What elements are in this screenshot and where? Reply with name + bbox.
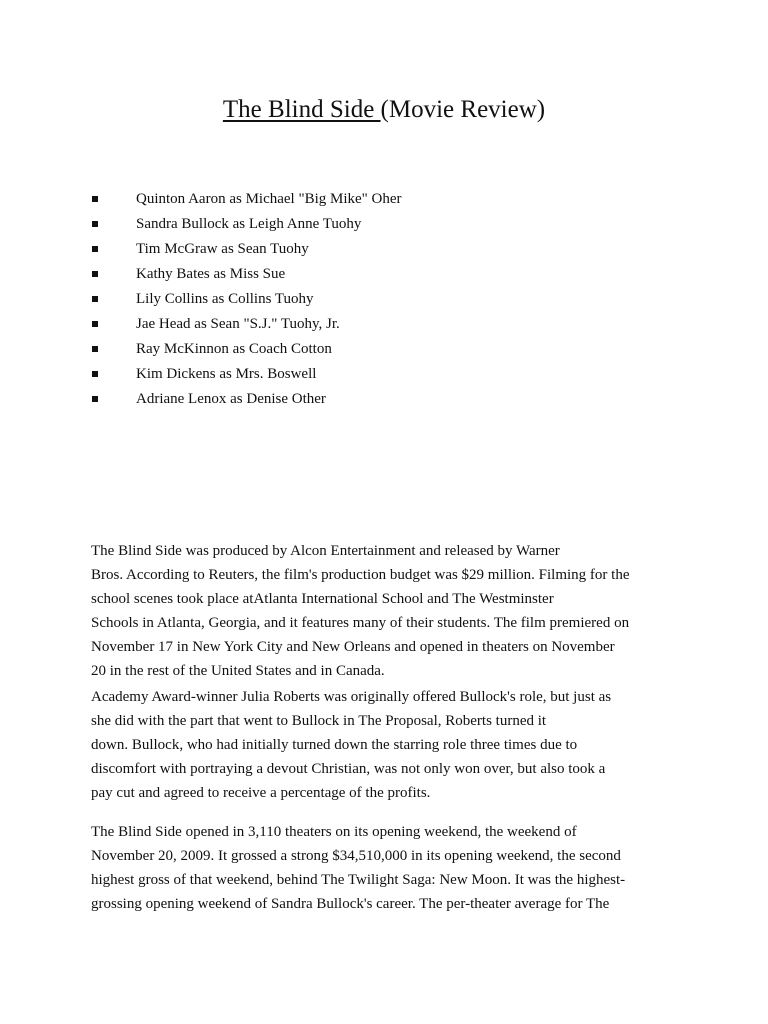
text-line: 20 in the rest of the United States and in Canada. (91, 663, 385, 679)
text-line: The Blind Side was produced by Alcon Entertainment and released by Warner (91, 543, 560, 559)
square-bullet-icon (92, 196, 98, 202)
cast-member: Lily Collins as Collins Tuohy (136, 291, 314, 307)
square-bullet-icon (92, 396, 98, 402)
text-line: pay cut and agreed to receive a percentage of the profits. (91, 785, 431, 801)
square-bullet-icon (92, 246, 98, 252)
title-main: The Blind Side (222, 96, 381, 123)
text-line: Academy Award-winner Julia Roberts was originally offered Bullock's role, but just as (91, 689, 612, 705)
cast-member: Adriane Lenox as Denise Other (136, 391, 326, 407)
text-line: November 17 in New York City and New Orleans and opened in theaters on November (91, 639, 615, 655)
text-line: discomfort with portraying a devout Christian, was not only won over, but also took a (91, 761, 606, 777)
text-line: The Blind Side opened in 3,110 theaters on its opening weekend, the weekend of (91, 824, 577, 840)
paragraph-casting (91, 685, 691, 805)
square-bullet-icon (92, 346, 98, 352)
square-bullet-icon (92, 296, 98, 302)
text-line: grossing opening weekend of Sandra Bullock's career. The per-theater average for The (91, 896, 610, 912)
cast-member: Tim McGraw as Sean Tuohy (136, 241, 309, 257)
paragraph-box-office (91, 820, 691, 916)
square-bullet-icon (92, 371, 98, 377)
cast-member: Kim Dickens as Mrs. Boswell (136, 366, 317, 382)
square-bullet-icon (92, 271, 98, 277)
text-line: Schools in Atlanta, Georgia, and it features many of their students. The film premiered on (91, 615, 630, 631)
cast-member: Ray McKinnon as Coach Cotton (136, 341, 332, 357)
text-line: Bros. According to Reuters, the film's production budget was $29 million. Filming for the (91, 567, 630, 583)
cast-member: Kathy Bates as Miss Sue (136, 266, 286, 282)
page-title (0, 94, 768, 126)
text-line: school scenes took place atAtlanta International School and The Westminster (91, 591, 554, 607)
text-line: highest gross of that weekend, behind The Twilight Saga: New Moon. It was the highest- (91, 872, 626, 888)
cast-member: Jae Head as Sean "S.J." Tuohy, Jr. (136, 316, 340, 332)
title-sub: (Movie Review) (380, 96, 546, 123)
square-bullet-icon (92, 221, 98, 227)
square-bullet-icon (92, 321, 98, 327)
cast-member: Quinton Aaron as Michael "Big Mike" Oher (136, 191, 402, 207)
text-line: she did with the part that went to Bullock in The Proposal, Roberts turned it (91, 713, 547, 729)
text-line: November 20, 2009. It grossed a strong $34,510,000 in its opening weekend, the second (91, 848, 621, 864)
paragraph-production (91, 539, 691, 683)
text-line: down. Bullock, who had initially turned down the starring role three times due to (91, 737, 578, 753)
cast-member: Sandra Bullock as Leigh Anne Tuohy (136, 216, 362, 232)
